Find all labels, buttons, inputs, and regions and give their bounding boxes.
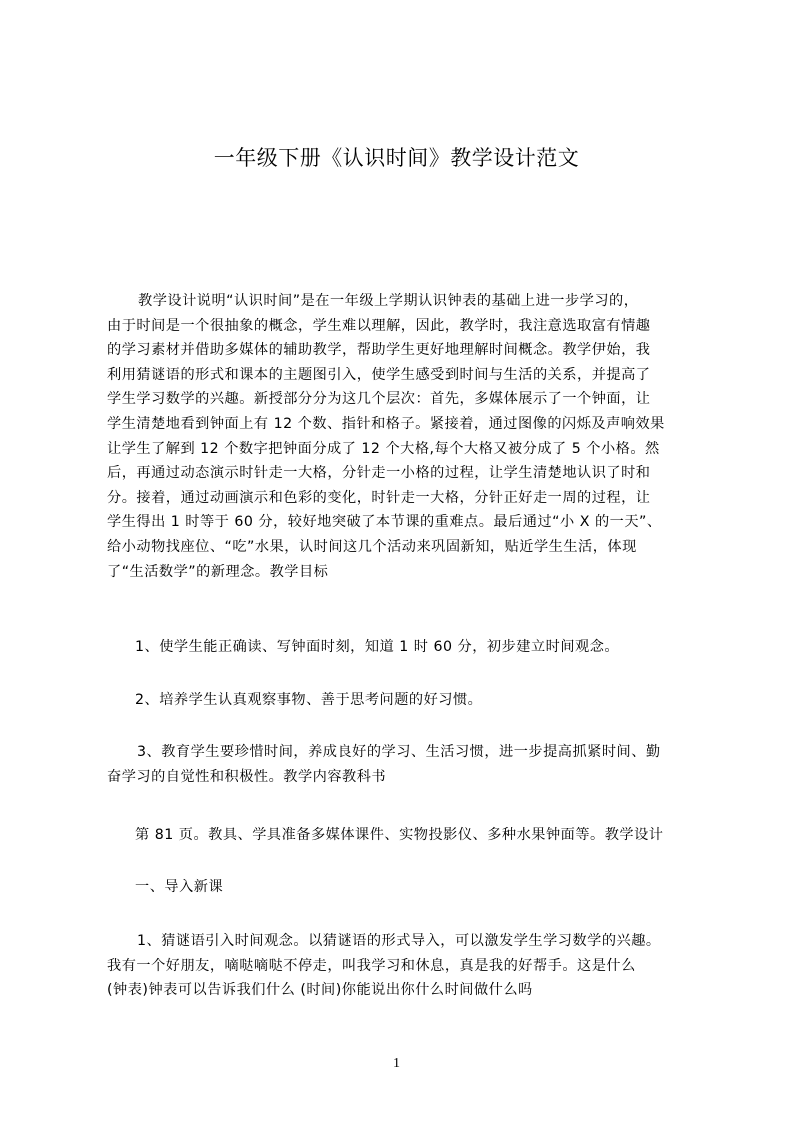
- goal-text: 1、使学生能正确读、写钟面时刻，知道 1 时 60 分，初步建立时间观念。: [135, 639, 620, 655]
- content-text: 第 81 页。教具、学具准备多媒体课件、实物投影仪、多种水果钟面等。教学设计: [135, 827, 664, 843]
- intro-paragraph: [107, 289, 665, 584]
- riddle-line: (钟表)钟表可以告诉我们什么 (时间)你能说出你什么时间做什么吗: [107, 982, 533, 999]
- content-paragraph: [135, 823, 663, 848]
- riddle-line: 1、猜谜语引入时间观念。以猜谜语的形式导入，可以激发学生学习数学的兴趣。: [137, 933, 661, 949]
- riddle-line: 我有一个好朋友，嘀哒嘀哒不停走，叫我学习和休息，真是我的好帮手。这是什么: [107, 957, 636, 974]
- page-number: 1: [393, 1056, 400, 1071]
- goal-item: [135, 635, 619, 660]
- intro-line: 的学习素材并借助多媒体的辅助教学，帮助学生更好地理解时间概念。教学伊始，我: [107, 342, 651, 359]
- intro-line: 让学生了解到 12 个数字把钟面分成了 12 个大格,每个大格又被分成了 5 个小格。然: [107, 440, 660, 457]
- goal-text: 2、培养学生认真观察事物、善于思考问题的好习惯。: [135, 692, 483, 708]
- intro-line: 学生得出 1 时等于 60 分，较好地突破了本节课的重难点。最后通过“小 X 的一天”、: [107, 514, 662, 531]
- document-title: 一年级下册《认识时间》教学设计范文: [213, 146, 580, 170]
- goal-item: [135, 688, 482, 713]
- intro-line: 利用猜谜语的形式和课本的主题图引入，使学生感受到时间与生活的关系，并提高了: [107, 366, 651, 383]
- intro-line: 分。接着，通过动画演示和色彩的变化，时针走一大格，分针正好走一周的过程，让: [107, 489, 651, 506]
- section-heading: [135, 875, 223, 900]
- riddle-paragraph: [107, 929, 661, 1003]
- intro-line: 由于时间是一个很抽象的概念，学生难以理解，因此，教学时，我注意选取富有情趣: [107, 317, 651, 334]
- section-heading-text: 一、导入新课: [135, 879, 224, 895]
- intro-line: 后，再通过动态演示时针走一大格，分针走一小格的过程，让学生清楚地认识了时和: [107, 465, 651, 482]
- goal-line: 3、教育学生要珍惜时间，养成良好的学习、生活习惯，进一步提高抓紧时间、勤: [137, 744, 661, 760]
- intro-line: 了“生活数学”的新理念。教学目标: [107, 563, 329, 580]
- intro-line: 教学设计说明“认识时间”是在一年级上学期认识钟表的基础上进一步学习的，: [138, 293, 639, 309]
- intro-line: 学生学习数学的兴趣。新授部分分为这几个层次：首先，多媒体展示了一个钟面，让: [107, 391, 651, 408]
- intro-line: 给小动物找座位、“吃”水果，认时间这几个活动来巩固新知，贴近学生生活，体现: [107, 538, 637, 555]
- intro-line: 学生清楚地看到钟面上有 12 个数、指针和格子。紧接着，通过图像的闪烁及声响效果: [107, 415, 665, 432]
- goal-line: 奋学习的自觉性和积极性。教学内容教科书: [107, 768, 387, 785]
- goal-item: [107, 740, 661, 789]
